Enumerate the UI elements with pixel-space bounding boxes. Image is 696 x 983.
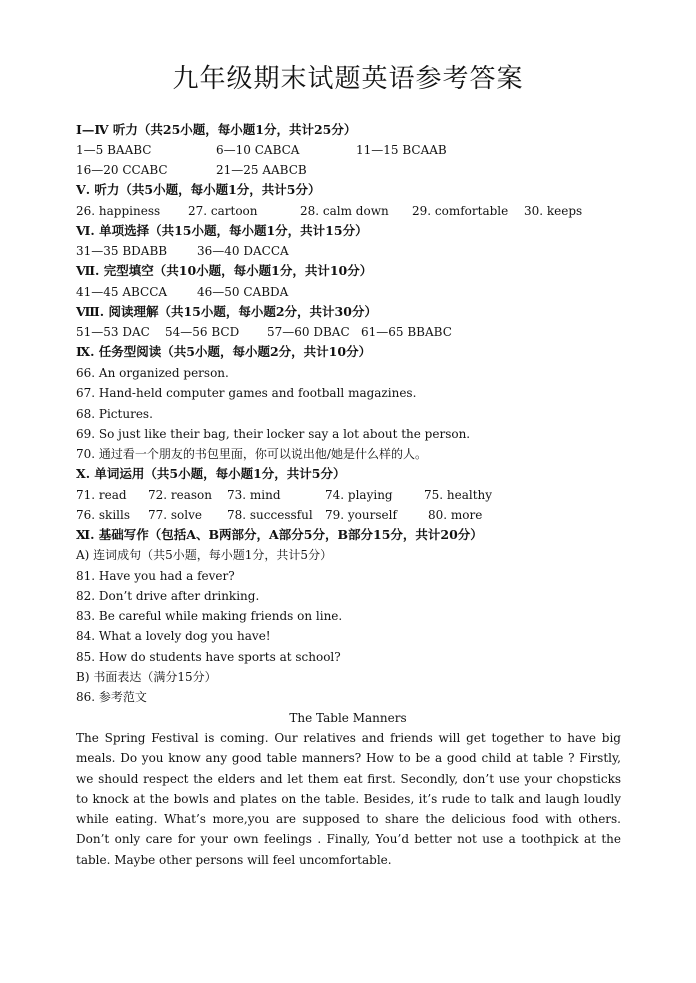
section-6-heading: Ⅵ. 单项选择（共15小题，每小题1分，共计15分） bbox=[76, 223, 368, 238]
answer-word: 29. comfortable bbox=[412, 204, 509, 218]
page-title: 九年级期末试题英语参考答案 bbox=[172, 64, 524, 94]
answer-word: 80. more bbox=[428, 508, 483, 522]
answer-word: 72. reason bbox=[148, 488, 213, 502]
section-9-heading: Ⅸ. 任务型阅读（共5小题，每小题2分，共计10分） bbox=[76, 344, 372, 359]
answer-group: 21—25 AABCB bbox=[216, 163, 307, 177]
answer-group: 36—40 DACCA bbox=[197, 244, 289, 258]
answer-sentence: 67. Hand-held computer games and football magazines. bbox=[76, 386, 417, 400]
section-7-row bbox=[76, 282, 636, 302]
answer-sentence: 70. 通过看一个朋友的书包里面，你可以说出他/她是什么样的人。 bbox=[76, 447, 427, 461]
answer-word: 27. cartoon bbox=[188, 204, 258, 218]
section-8-heading: Ⅷ. 阅读理解（共15小题，每小题2分，共计30分） bbox=[76, 304, 377, 319]
section-10-row-1 bbox=[76, 485, 636, 505]
answer-group: 57—60 DBAC bbox=[267, 325, 350, 339]
answer-word: 30. keeps bbox=[524, 204, 583, 218]
answer-sentence: 68. Pictures. bbox=[76, 407, 153, 421]
item-86-label: 86. 参考范文 bbox=[76, 690, 147, 704]
answer-word: 28. calm down bbox=[300, 204, 389, 218]
answer-sentence: 69. So just like their bag, their locker say a lot about the person. bbox=[76, 427, 471, 441]
section-7-heading: Ⅶ. 完型填空（共10小题，每小题1分，共计10分） bbox=[76, 263, 373, 278]
section-5-row bbox=[76, 201, 636, 221]
answer-word: 78. successful bbox=[227, 508, 313, 522]
section-10-row-2 bbox=[76, 505, 636, 525]
answer-word: 73. mind bbox=[227, 488, 281, 502]
answer-sentence: 85. How do students have sports at school? bbox=[76, 650, 341, 664]
section-6-row bbox=[76, 241, 636, 261]
answer-sentence: 83. Be careful while making friends on line. bbox=[76, 609, 343, 623]
part-a-label: A) 连词成句（共5小题，每小题1分，共计5分） bbox=[76, 548, 333, 562]
section-10-heading: Ⅹ. 单词运用（共5小题，每小题1分，共计5分） bbox=[76, 466, 346, 481]
answer-group: 6—10 CABCA bbox=[216, 143, 300, 157]
part-b-label: B) 书面表达（满分15分） bbox=[76, 670, 217, 684]
answer-sentence: 82. Don’t drive after drinking. bbox=[76, 589, 260, 603]
answer-word: 75. healthy bbox=[424, 488, 493, 502]
answer-group: 31—35 BDABB bbox=[76, 244, 168, 258]
answer-group: 1—5 BAABC bbox=[76, 143, 152, 157]
answer-group: 61—65 BBABC bbox=[361, 325, 452, 339]
section-1-row-1 bbox=[76, 140, 636, 160]
answer-word: 77. solve bbox=[148, 508, 202, 522]
section-8-row bbox=[76, 322, 636, 342]
answer-group: 54—56 BCD bbox=[165, 325, 240, 339]
answer-word: 74. playing bbox=[325, 488, 393, 502]
section-5-heading: Ⅴ. 听力（共5小题，每小题1分，共计5分） bbox=[76, 182, 321, 197]
section-1-heading: Ⅰ—Ⅳ 听力（共25小题，每小题1分，共计25分） bbox=[76, 122, 357, 137]
answer-group: 16—20 CCABC bbox=[76, 163, 168, 177]
answer-group: 41—45 ABCCA bbox=[76, 285, 168, 299]
answer-word: 71. read bbox=[76, 488, 127, 502]
answer-word: 79. yourself bbox=[325, 508, 397, 522]
answer-group: 51—53 DAC bbox=[76, 325, 150, 339]
essay-title: The Table Manners bbox=[289, 711, 407, 725]
section-1-row-2 bbox=[76, 160, 636, 180]
answer-sentence: 66. An organized person. bbox=[76, 366, 229, 380]
answer-group: 11—15 BCAAB bbox=[356, 143, 447, 157]
answer-word: 76. skills bbox=[76, 508, 130, 522]
answer-sentence: 81. Have you had a fever? bbox=[76, 569, 235, 583]
answer-group: 46—50 CABDA bbox=[197, 285, 289, 299]
essay-body: The Spring Festival is coming. Our relatives and friends will get together to have big meals. Do you know any good table manners? How to be a good child at table ? Firstly, we should respect the elders and let them eat first. Secondly, don’t use your chopsticks to knock at the bowls and plates on the table. Besides, it’s rude to talk and laugh loudly while eating. What’s more,you are supposed to share the delicious food with others. Don’t only care for your own feelings . Finally, You’d better not use a toothpick at the table. Maybe other persons will feel uncomfortable. bbox=[76, 731, 621, 867]
answer-sentence: 84. What a lovely dog you have! bbox=[76, 629, 271, 643]
section-11-heading: Ⅺ. 基础写作（包括A、B两部分，A部分5分，B部分15分，共计20分） bbox=[76, 527, 483, 542]
answer-word: 26. happiness bbox=[76, 204, 161, 218]
